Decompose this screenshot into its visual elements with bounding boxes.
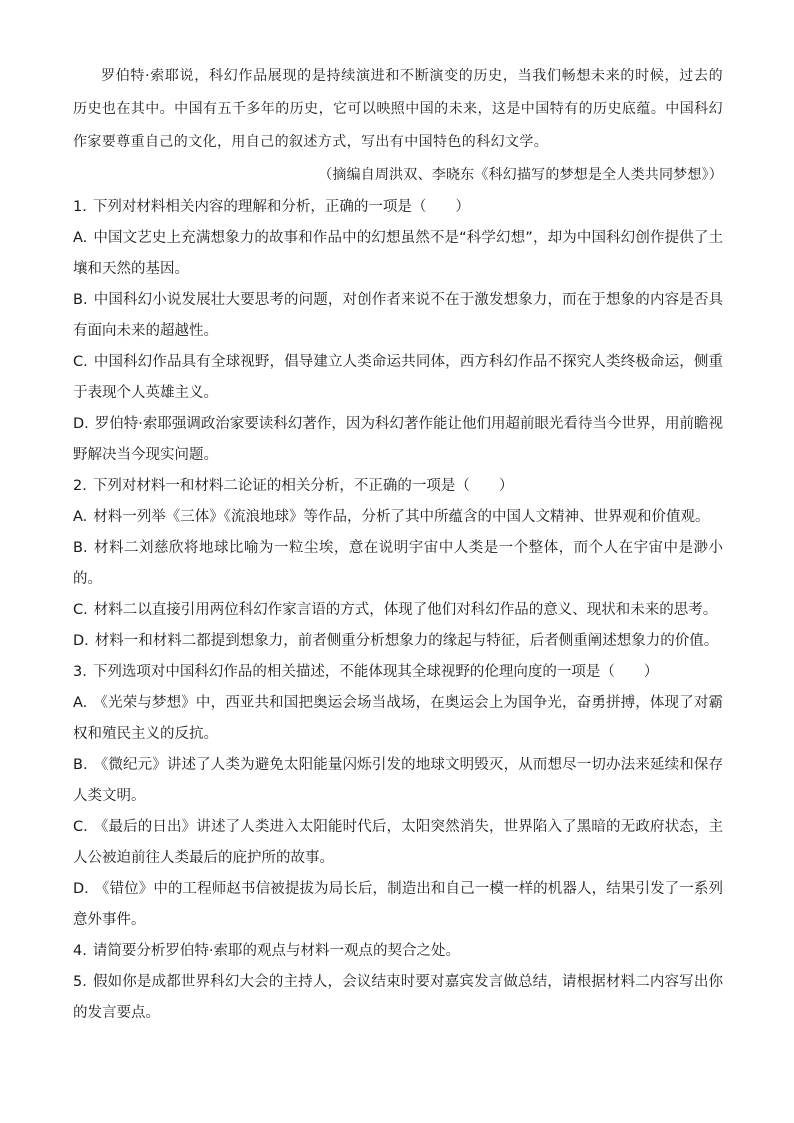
option-label: A.: [73, 509, 88, 525]
option-c: [73, 812, 723, 874]
option-text: 材料二以直接引用两位科幻作家言语的方式，体现了他们对科幻作品的意义、现状和未来的思考。: [93, 602, 718, 618]
option-text: 《最后的日出》讲述了人类进入太阳能时代后，太阳突然消失，世界陷入了黑暗的无政府状态，主人公被迫前往人类最后的庇护所的故事。: [73, 819, 723, 866]
question-2: [73, 471, 723, 657]
option-label: C.: [73, 354, 88, 370]
option-c: [73, 595, 723, 626]
option-label: B.: [73, 292, 88, 308]
question-stem: [73, 936, 723, 967]
question-1: [73, 192, 723, 471]
option-label: B.: [73, 757, 88, 773]
question-list: [73, 192, 723, 1029]
question-number: 5.: [73, 974, 87, 990]
question-text: 下列对材料相关内容的理解和分析，正确的一项是（ ）: [92, 199, 470, 215]
option-d: [73, 409, 723, 471]
passage-paragraph: 罗伯特·索耶说，科幻作品展现的是持续演进和不断演变的历史，当我们畅想未来的时候，过去的历史也在其中。中国有五千多年的历史，它可以映照中国的未来，这是中国特有的历史底蕴。中国科幻作家要尊重自己的文化，用自己的叙述方式，写出有中国特色的科幻文学。: [73, 68, 723, 150]
option-a: [73, 688, 723, 750]
option-label: D.: [73, 416, 89, 432]
question-stem: [73, 471, 723, 502]
document-page: [73, 60, 723, 1029]
option-text: 材料一列举《三体》《流浪地球》等作品，分析了其中所蕴含的中国人文精神、世界观和价值观。: [93, 509, 710, 525]
option-text: 中国科幻作品具有全球视野，倡导建立人类命运共同体，西方科幻作品不探究人类终极命运，侧重于表现个人英雄主义。: [73, 354, 723, 401]
option-label: C.: [73, 819, 88, 835]
question-5: [73, 967, 723, 1029]
question-number: 2.: [73, 478, 87, 494]
option-a: [73, 502, 723, 533]
question-text: 下列选项对中国科幻作品的相关描述，不能体现其全球视野的伦理向度的一项是（ ）: [92, 664, 659, 680]
question-stem: [73, 192, 723, 223]
question-text: 假如你是成都世界科幻大会的主持人，会议结束时要对嘉宾发言做总结，请根据材料二内容写出你的发言要点。: [73, 974, 723, 1021]
option-a: [73, 223, 723, 285]
question-stem: [73, 967, 723, 1029]
option-label: A.: [73, 230, 88, 246]
option-label: B.: [73, 540, 88, 556]
option-text: 罗伯特·索耶强调政治家要读科幻著作，因为科幻著作能让他们用超前眼光看待当今世界，用前瞻视野解决当今现实问题。: [73, 416, 723, 463]
question-4: [73, 936, 723, 967]
option-d: [73, 626, 723, 657]
passage-citation: （摘编自周洪双、李晓东《科幻描写的梦想是全人类共同梦想》）: [318, 167, 723, 183]
question-stem: [73, 657, 723, 688]
question-number: 3.: [73, 664, 87, 680]
option-text: 材料一和材料二都提到想象力，前者侧重分析想象力的缘起与特征，后者侧重阐述想象力的价值。: [94, 633, 719, 649]
question-text: 请简要分析罗伯特·索耶的观点与材料一观点的契合之处。: [92, 943, 460, 959]
option-label: D.: [73, 881, 89, 897]
option-label: D.: [73, 633, 89, 649]
option-b: [73, 533, 723, 595]
option-b: [73, 285, 723, 347]
option-b: [73, 750, 723, 812]
option-label: A.: [73, 695, 88, 711]
option-text: 中国文艺史上充满想象力的故事和作品中的幻想虽然不是“科学幻想”，却为中国科幻创作提供了土壤和天然的基因。: [73, 230, 723, 277]
question-number: 1.: [73, 199, 87, 215]
option-text: 中国科幻小说发展壮大要思考的问题，对创作者来说不在于激发想象力，而在于想象的内容是否具有面向未来的超越性。: [73, 292, 723, 339]
option-text: 《错位》中的工程师赵书信被提拔为局长后，制造出和自己一模一样的机器人，结果引发了一系列意外事件。: [73, 881, 723, 928]
option-d: [73, 874, 723, 936]
question-text: 下列对材料一和材料二论证的相关分析，不正确的一项是（ ）: [92, 478, 514, 494]
option-text: 《光荣与梦想》中，西亚共和国把奥运会场当战场，在奥运会上为国争光，奋勇拼搏，体现了对霸权和殖民主义的反抗。: [73, 695, 723, 742]
option-c: [73, 347, 723, 409]
question-3: [73, 657, 723, 936]
option-label: C.: [73, 602, 88, 618]
option-text: 材料二刘慈欣将地球比喻为一粒尘埃，意在说明宇宙中人类是一个整体，而个人在宇宙中是渺小的。: [73, 540, 723, 587]
question-number: 4.: [73, 943, 87, 959]
option-text: 《微纪元》讲述了人类为避免太阳能量闪烁引发的地球文明毁灭，从而想尽一切办法来延续和保存人类文明。: [73, 757, 723, 804]
